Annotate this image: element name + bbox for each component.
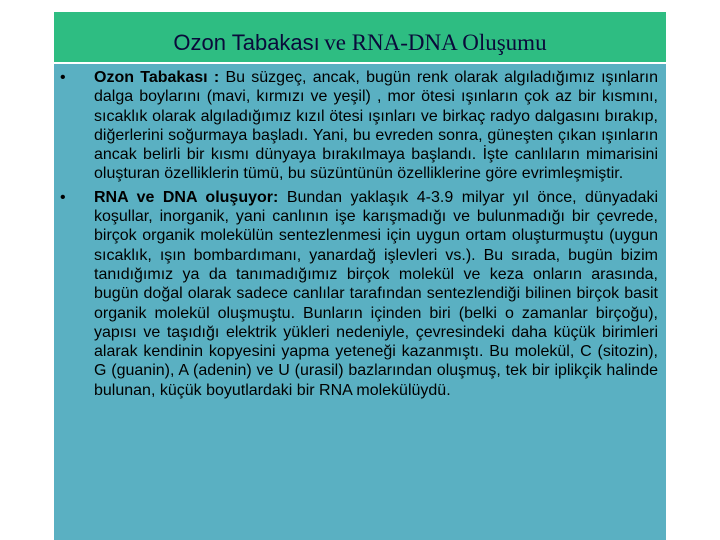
bullet-item-rna-dna — [60, 188, 658, 400]
bullet-lead: RNA ve DNA oluşuyor: — [94, 188, 279, 206]
bullet-list — [54, 64, 666, 400]
slide-title-sub: ve RNA-DNA Oluşumu — [324, 30, 547, 55]
slide-content — [54, 64, 666, 540]
bullet-text: Bundan yaklaşık 4-3.9 milyar yıl önce, dünyadaki koşullar, inorganik, yani canlının işe karışmadığı ve bulunmadığı bir çevrede, birçok organik molekülün sentezlenmesi için uygun ortam oluşturmuştu (uygun sıcaklık, ışın bombardımanı, yanardağ işlevleri vs.). Bu sırada, bugün bizim tanıdığımız ya da tanımadığımız birçok molekül ve keza onların arasında, bugün doğal olarak sadece canlılar tarafından sentezlendiği bilinen birçok basit organik molekül oluşmuştu. Bunların içinden biri (belki o zamanlar birçoğu), yapısı ve taşıdığı elektrik yükleri nedeniyle, çevresindeki daha küçük birimleri alarak kendinin kopyesini yapma yeteneği kazanmıştı. Bu molekül, C (sitozin), G (guanin), A (adenin) ve U (urasil) bazlarından oluşmuş, tek bir iplikçik halinde bulunan, küçük boyutlardaki bir RNA molekülüydü. — [94, 188, 658, 399]
bullet-lead: Ozon Tabakası : — [94, 69, 220, 86]
slide-title-main: Ozon Tabakası — [173, 30, 320, 55]
bullet-dot-icon: • — [60, 188, 66, 206]
bullet-item-ozone — [60, 68, 659, 184]
bullet-dot-icon: • — [60, 69, 66, 86]
slide-title-bar — [54, 12, 666, 62]
bullet-text: Bu süzgeç, ancak, bugün renk olarak algıladığımız ışınların dalga boylarını (mavi, kırmızı ve yeşil) , mor ötesi ışınların çok az bir kısmını, sıcaklık olarak algıladığımız kızıl ötesi ışınları ve birkaç radyo dalgasını bırakıp, diğerlerini soğurmaya başladı. Yani, bu evreden sonra, güneşten çıkan ışınların ancak belirli bir kısmı dünyaya bırakılmaya başlandı. İşte canlıların mimarisini oluşturan özelliklerin tümü, bu süzüntünün özelliklerine göre evrimleşmiştir. — [94, 69, 659, 183]
